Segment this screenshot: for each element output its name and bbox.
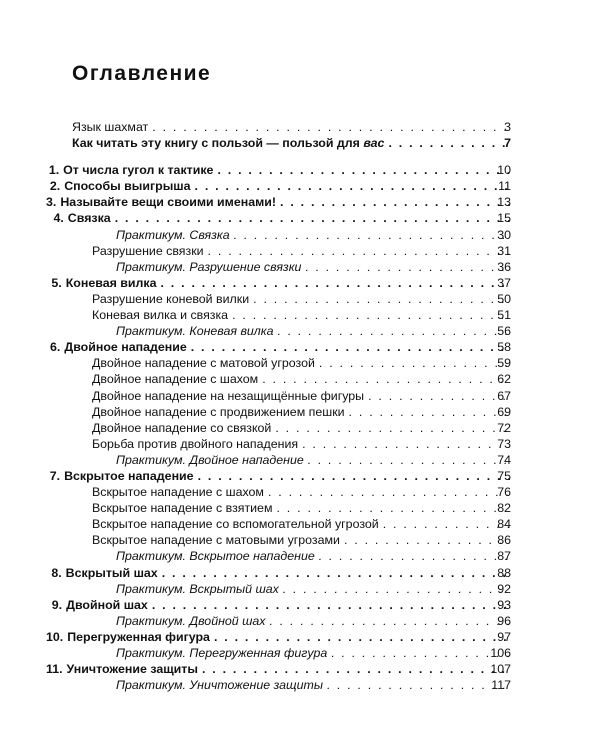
toc-entry-text: Вскрытое нападение со вспомогательной угрозой xyxy=(92,517,379,532)
leader-dots xyxy=(232,307,510,323)
toc-page-number: 13 xyxy=(497,195,511,210)
leader-dots xyxy=(276,500,510,516)
leader-dots xyxy=(344,532,510,548)
toc-page-number: 11 xyxy=(498,179,511,194)
toc-page-number: 37 xyxy=(497,275,511,290)
toc-entry-text-main: Как читать эту книгу с пользой — пользой для xyxy=(72,136,364,151)
toc-chapter-entry[interactable] xyxy=(0,468,600,484)
chapter-number: 5. xyxy=(51,275,62,290)
toc-entry-text: Практикум. Разрушение связки xyxy=(116,259,302,274)
toc-page-number: 107 xyxy=(490,662,511,677)
toc-entry-text: От числа гугол к тактике xyxy=(63,163,214,178)
toc-page-number: 97 xyxy=(497,629,511,644)
toc-chapter-entry[interactable] xyxy=(0,597,600,613)
toc-entry-text: Борьба против двойного нападения xyxy=(92,436,299,451)
toc-page-number: 86 xyxy=(497,533,511,548)
toc-entry-text: Практикум. Коневая вилка xyxy=(116,324,274,339)
toc-entry-text: Вскрытое нападение с шахом xyxy=(92,485,264,500)
toc-section-entry[interactable] xyxy=(0,420,600,436)
leader-dots xyxy=(152,119,510,135)
toc-section-entry[interactable] xyxy=(0,516,600,532)
toc-page-number: 3 xyxy=(504,120,511,134)
toc-chapter-entry[interactable] xyxy=(0,162,600,178)
toc-page-number: 73 xyxy=(497,436,511,451)
toc-entry-text: Вскрытое нападение с матовыми угрозами xyxy=(92,533,340,548)
leader-dots xyxy=(308,452,510,468)
toc-practice-entry[interactable] xyxy=(0,645,600,661)
toc-section-entry[interactable] xyxy=(0,243,600,259)
leader-dots xyxy=(191,339,510,355)
chapter-number: 11. xyxy=(46,662,63,677)
chapter-number: 6. xyxy=(50,340,61,355)
toc-chapter-entry[interactable] xyxy=(0,565,600,581)
leader-dots xyxy=(319,548,510,564)
toc-page-number: 96 xyxy=(497,613,511,628)
chapter-number: 8. xyxy=(51,565,62,580)
toc-page-number: 10 xyxy=(497,163,511,178)
leader-dots xyxy=(383,516,510,532)
toc-practice-entry[interactable] xyxy=(0,581,600,597)
toc-chapter-entry[interactable] xyxy=(0,275,600,291)
chapter-number: 9. xyxy=(51,597,63,612)
toc-page-number: 117 xyxy=(491,678,511,693)
chapter-number: 4. xyxy=(53,211,64,226)
toc-section-entry[interactable] xyxy=(0,484,600,500)
toc-entry-text: Практикум. Двойной шах xyxy=(116,613,266,628)
leader-dots xyxy=(368,388,510,404)
leader-dots xyxy=(268,484,510,500)
toc-page-number: 7 xyxy=(504,136,511,151)
toc-chapter-entry[interactable] xyxy=(0,194,600,210)
leader-dots xyxy=(319,355,510,371)
chapter-number: 3. xyxy=(46,195,57,210)
toc-page-number: 59 xyxy=(497,356,511,371)
toc-entry-text: Двойное нападение на незащищённые фигуры xyxy=(92,388,365,403)
leader-dots xyxy=(331,645,510,661)
leader-dots xyxy=(275,420,510,436)
leader-dots xyxy=(217,162,510,178)
toc-entry-text: Двойное нападение с продвижением пешки xyxy=(92,404,345,419)
toc-practice-entry[interactable] xyxy=(0,613,600,629)
toc-page-number: 88 xyxy=(497,565,511,580)
toc-chapter-entry[interactable] xyxy=(0,210,600,226)
toc-section-entry[interactable] xyxy=(0,291,600,307)
toc-page-number: 75 xyxy=(497,468,511,483)
leader-dots xyxy=(198,468,510,484)
toc-page-number: 93 xyxy=(497,597,511,612)
toc-entry-text: Двойной шах xyxy=(66,597,148,612)
toc-entry-text: Двойное нападение с шахом xyxy=(92,372,259,387)
toc-page-number: 82 xyxy=(497,501,511,516)
chapter-number: 1. xyxy=(48,163,60,178)
toc-entry-text: Практикум. Уничтожение защиты xyxy=(116,678,323,693)
toc-practice-entry[interactable] xyxy=(0,548,600,564)
toc-page-number: 76 xyxy=(497,485,511,500)
toc-chapter-entry[interactable] xyxy=(0,178,600,194)
toc-entry-text xyxy=(72,135,384,151)
leader-dots xyxy=(280,194,510,210)
toc-page-number: 72 xyxy=(497,420,511,435)
toc-practice-entry[interactable] xyxy=(0,227,600,243)
toc-page-number: 92 xyxy=(497,581,511,596)
leader-dots xyxy=(234,227,510,243)
leader-dots xyxy=(115,210,510,226)
toc-practice-entry[interactable] xyxy=(0,452,600,468)
toc-entry-text: Вскрытое нападение xyxy=(64,468,194,483)
toc-front-entry[interactable] xyxy=(0,135,600,151)
toc-entry-text: Разрушение связки xyxy=(92,243,204,258)
leader-dots xyxy=(160,275,510,291)
leader-dots xyxy=(152,597,510,613)
toc-entry-text: Практикум. Вскрытый шах xyxy=(116,581,279,596)
toc-entry-text: Двойное нападение с матовой угрозой xyxy=(92,356,315,371)
toc-front-entry[interactable] xyxy=(0,119,600,135)
toc-section-entry[interactable] xyxy=(0,500,600,516)
leader-dots xyxy=(388,135,510,151)
toc-section-entry[interactable] xyxy=(0,307,600,323)
toc-section-entry[interactable] xyxy=(0,388,600,404)
toc-entry-text: Практикум. Вскрытое нападение xyxy=(116,549,315,564)
toc-page-number: 69 xyxy=(497,404,511,419)
chapter-number: 7. xyxy=(49,468,61,483)
chapter-number: 10. xyxy=(46,629,64,644)
toc-page-number: 56 xyxy=(497,324,511,339)
toc-section-entry[interactable] xyxy=(0,404,600,420)
toc-page-number: 87 xyxy=(497,549,511,564)
leader-dots xyxy=(214,629,510,645)
leader-dots xyxy=(253,291,510,307)
toc-page-number: 51 xyxy=(497,308,511,323)
toc-page-number: 67 xyxy=(497,388,511,403)
toc-page-number: 30 xyxy=(497,227,511,242)
toc-page-number: 31 xyxy=(497,243,511,258)
toc-entry-text: Способы выигрыша xyxy=(64,179,191,194)
toc-chapter-list xyxy=(0,162,600,693)
leader-dots xyxy=(305,259,510,275)
leader-dots xyxy=(202,661,510,677)
toc-page-number: 74 xyxy=(497,452,511,467)
toc-entry-text: Связка xyxy=(67,211,111,226)
toc-section-entry[interactable] xyxy=(0,371,600,387)
toc-section-entry[interactable] xyxy=(0,436,600,452)
leader-dots xyxy=(283,581,510,597)
page-title: Оглавление xyxy=(72,62,212,85)
leader-dots xyxy=(349,404,510,420)
toc-entry-text: Разрушение коневой вилки xyxy=(92,291,250,306)
leader-dots xyxy=(208,243,510,259)
toc-entry-text: Практикум. Двойное нападение xyxy=(116,452,304,467)
toc-chapter-entry[interactable] xyxy=(0,661,600,677)
leader-dots xyxy=(195,178,510,194)
toc-chapter-entry[interactable] xyxy=(0,339,600,355)
toc-section-entry[interactable] xyxy=(0,355,600,371)
toc-entry-text: Язык шахмат xyxy=(72,120,149,134)
leader-dots xyxy=(302,436,510,452)
leader-dots xyxy=(162,565,510,581)
toc-entry-text: Коневая вилка xyxy=(65,275,157,290)
toc-entry-text: Практикум. Связка xyxy=(116,227,230,242)
toc-page-number: 62 xyxy=(497,372,511,387)
toc-chapter-entry[interactable] xyxy=(0,629,600,645)
table-of-contents xyxy=(0,119,600,693)
leader-dots xyxy=(270,613,510,629)
toc-page-number: 84 xyxy=(497,517,511,532)
toc-entry-text: Двойное нападение со связкой xyxy=(92,420,272,435)
toc-entry-text: Коневая вилка и связка xyxy=(92,308,229,323)
toc-entry-text: Перегруженная фигура xyxy=(67,629,210,644)
toc-practice-entry[interactable] xyxy=(0,677,600,693)
toc-section-entry[interactable] xyxy=(0,532,600,548)
toc-entry-text-emphasis: вас xyxy=(363,136,385,151)
toc-page-number: 106 xyxy=(490,646,511,660)
toc-page-number: 15 xyxy=(497,211,511,226)
toc-page-number: 36 xyxy=(497,259,511,274)
toc-page-number: 58 xyxy=(497,340,511,355)
toc-entry-text: Двойное нападение xyxy=(64,340,187,355)
toc-practice-entry[interactable] xyxy=(0,323,600,339)
leader-dots xyxy=(278,323,510,339)
toc-entry-text: Вскрытый шах xyxy=(65,565,158,580)
chapter-number: 2. xyxy=(49,179,61,194)
toc-page-number: 50 xyxy=(497,291,511,306)
toc-entry-text: Вскрытое нападение с взятием xyxy=(92,501,273,516)
toc-practice-entry[interactable] xyxy=(0,259,600,275)
toc-entry-text: Практикум. Перегруженная фигура xyxy=(116,646,328,660)
toc-entry-text: Уничтожение защиты xyxy=(66,662,198,677)
toc-entry-text: Называйте вещи своими именами! xyxy=(60,195,277,210)
leader-dots xyxy=(327,677,510,693)
leader-dots xyxy=(262,371,510,387)
